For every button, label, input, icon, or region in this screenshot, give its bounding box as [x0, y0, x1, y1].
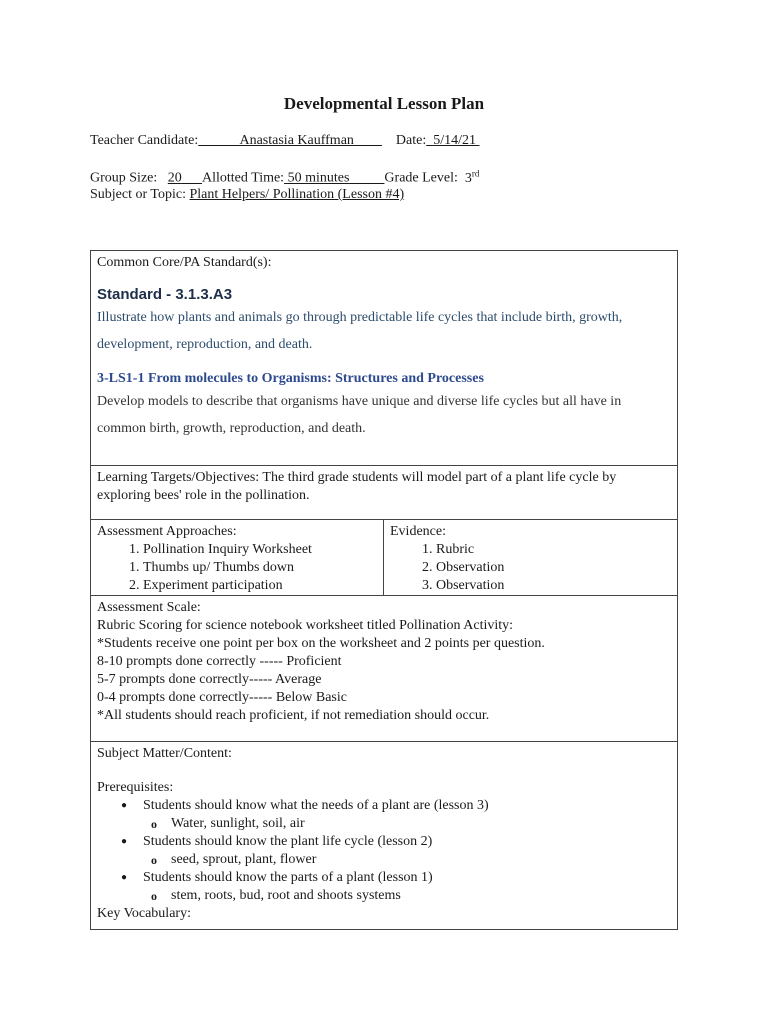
- standard-title: Standard - 3.1.3.A3: [97, 286, 233, 303]
- scale-line: Rubric Scoring for science notebook worksheet titled Pollination Activity:: [97, 618, 514, 633]
- ls-standard-title: 3-LS1-1 From molecules to Organisms: Structures and Processes: [97, 371, 484, 386]
- approaches-list: [97, 541, 377, 595]
- date-label: Date:: [395, 133, 427, 148]
- vocab-label: Key Vocabulary:: [97, 906, 191, 921]
- time-value: 50 minutes: [287, 170, 350, 186]
- group-value: 20: [167, 170, 182, 186]
- teacher-label: Teacher Candidate:: [90, 133, 199, 148]
- lesson-plan-table: [90, 250, 678, 930]
- grade-label: Grade Level:: [384, 170, 458, 186]
- subject-matter-cell: [91, 742, 678, 930]
- sub-list-item: o Water, sunlight, soil, air: [171, 815, 671, 833]
- list-item: 2. Experiment participation: [143, 577, 377, 595]
- assessment-scale-cell: [91, 596, 678, 742]
- group-label: Group Size:: [90, 170, 158, 186]
- prereq-label: Prerequisites:: [97, 780, 174, 795]
- scale-label: Assessment Scale:: [97, 600, 201, 615]
- standards-cell: [91, 251, 678, 466]
- teacher-line: [90, 133, 480, 149]
- sub-list-item: o seed, sprout, plant, flower: [171, 851, 671, 869]
- list-item: ● Students should know the parts of a plant (lesson 1) o stem, roots, bud, root and shoots systems: [143, 869, 671, 905]
- list-item: ● Students should know what the needs of a plant are (lesson 3) o Water, sunlight, soil, air: [143, 797, 671, 833]
- content-label: Subject Matter/Content:: [97, 746, 232, 761]
- ls-standard-text: Develop models to describe that organisms have unique and diverse life cycles but all have in common birth, growth, reproduction, and death.: [97, 394, 622, 436]
- prereq-list: [97, 797, 671, 905]
- list-item: ● Students should know the plant life cycle (lesson 2) o seed, sprout, plant, flower: [143, 833, 671, 869]
- evidence-label: Evidence:: [390, 524, 446, 539]
- list-item: 3. Observation: [436, 577, 671, 595]
- approaches-label: Assessment Approaches:: [97, 524, 237, 539]
- subject-value: Plant Helpers/ Pollination (Lesson #4): [189, 187, 405, 202]
- list-item: 1. Pollination Inquiry Worksheet: [143, 541, 377, 559]
- scale-line: *Students receive one point per box on the worksheet and 2 points per question.: [97, 636, 545, 651]
- scale-line: 5-7 prompts done correctly----- Average: [97, 672, 322, 687]
- scale-line: 0-4 prompts done correctly----- Below Basic: [97, 690, 347, 705]
- grade-value: 3rd: [464, 168, 480, 186]
- standard-text: Illustrate how plants and animals go through predictable life cycles that include birth, growth, development, reproduction, and death.: [97, 310, 623, 352]
- evidence-list: [390, 541, 671, 595]
- evidence-cell: [384, 520, 678, 596]
- group-line: [90, 168, 479, 187]
- subject-line: [90, 187, 404, 203]
- subject-label: Subject or Topic:: [90, 187, 186, 202]
- standards-label: Common Core/PA Standard(s):: [97, 255, 272, 270]
- learning-targets-cell: [91, 466, 678, 520]
- teacher-name: Anastasia Kauffman: [239, 133, 354, 148]
- scale-line: 8-10 prompts done correctly ----- Proficient: [97, 654, 342, 669]
- list-item: 1. Thumbs up/ Thumbs down: [143, 559, 377, 577]
- assessment-approaches-cell: [91, 520, 384, 596]
- date-value: 5/14/21: [433, 133, 477, 148]
- page-title: Developmental Lesson Plan: [283, 94, 485, 113]
- scale-line: *All students should reach proficient, if not remediation should occur.: [97, 708, 490, 723]
- sub-list-item: o stem, roots, bud, root and shoots systems: [171, 887, 671, 905]
- time-label: Allotted Time:: [202, 170, 285, 186]
- learning-targets: Learning Targets/Objectives: The third grade students will model part of a plant life cycle by exploring bees' role in the pollination.: [97, 470, 617, 503]
- list-item: 2. Observation: [436, 559, 671, 577]
- list-item: 1. Rubric: [436, 541, 671, 559]
